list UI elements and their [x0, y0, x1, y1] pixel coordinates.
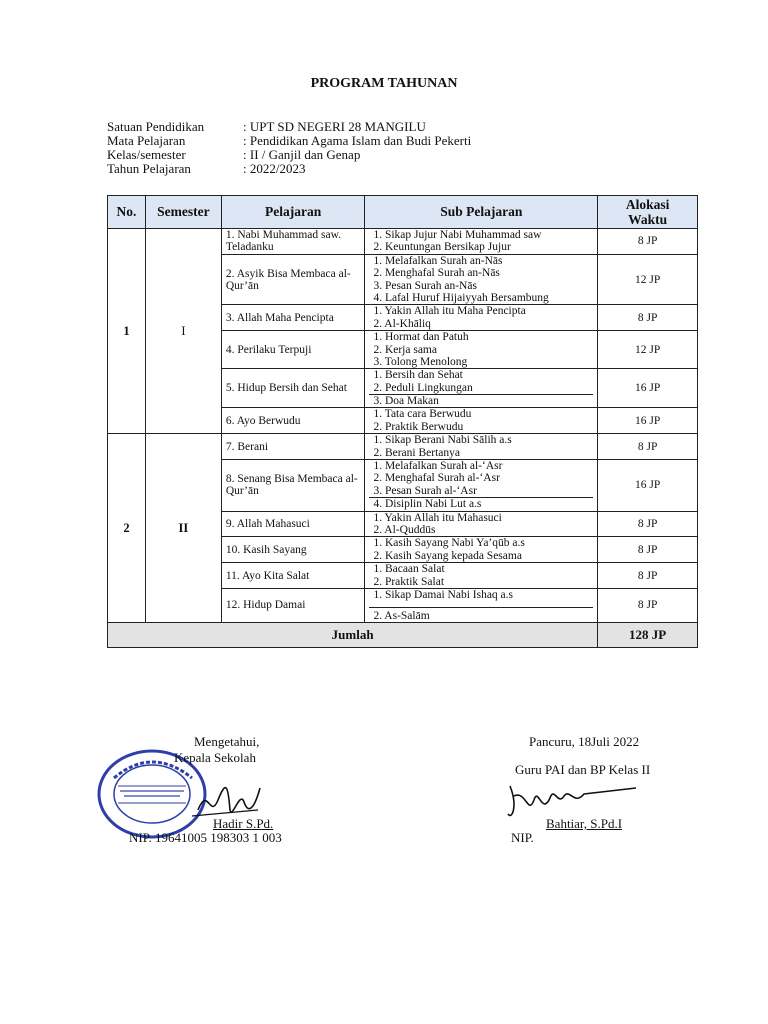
sub-lesson-item: 2. Al-Quddūs	[373, 523, 436, 536]
allocation-cell: 12 JP	[598, 331, 698, 369]
info-value: : 2022/2023	[243, 161, 306, 176]
sub-lesson-cell	[365, 588, 598, 622]
program-table	[107, 195, 698, 648]
sub-lesson-cell	[365, 537, 598, 563]
allocation-cell: 8 JP	[598, 563, 698, 589]
lesson-cell: 1. Nabi Muhammad saw. Teladanku	[221, 229, 365, 255]
info-value: : II / Ganjil dan Genap	[243, 147, 361, 162]
lesson-cell: 3. Allah Maha Pencipta	[221, 305, 365, 331]
info-row-kelas	[107, 148, 471, 162]
sub-lesson-item: 3. Doa Makan	[369, 394, 593, 407]
headmaster-nip: NIP. 19641005 198303 1 003	[129, 830, 282, 845]
place-date: Pancuru, 18Juli 2022	[529, 734, 640, 749]
left-signature-block	[174, 734, 294, 766]
sub-lesson-item: 2. Kerja sama	[373, 343, 437, 356]
info-label: Mata Pelajaran	[107, 133, 186, 148]
sub-lesson-cell	[365, 563, 598, 589]
lesson-cell: 11. Ayo Kita Salat	[221, 563, 365, 589]
sub-lesson-item: 1. Hormat dan Patuh	[373, 331, 469, 344]
lesson-cell: 6. Ayo Berwudu	[221, 408, 365, 434]
lesson-cell: 4. Perilaku Terpuji	[221, 331, 365, 369]
sub-lesson-item: 1. Melafalkan Surah al-‘Asr	[373, 460, 503, 473]
sub-lesson-item: 2. Keuntungan Bersikap Jujur	[373, 241, 511, 254]
allocation-cell: 16 JP	[598, 369, 698, 408]
sub-lesson-item: 1. Kasih Sayang Nabi Ya’qūb a.s	[373, 537, 525, 550]
sub-lesson-item: 1. Sikap Jujur Nabi Muhammad saw	[373, 229, 542, 241]
sub-lesson-item: 1. Yakin Allah itu Mahasuci	[373, 511, 502, 524]
lesson-cell: 2. Asyik Bisa Membaca al-Qur’ān	[221, 254, 365, 305]
sub-lesson-item: 3. Tolong Menolong	[373, 355, 468, 368]
teacher-nip: NIP.	[511, 830, 534, 845]
sub-lesson-item: 4. Disiplin Nabi Lut a.s	[369, 497, 593, 510]
sub-lesson-item: 2. Praktik Salat	[373, 575, 445, 588]
total-value: 128 JP	[598, 622, 698, 647]
allocation-cell: 8 JP	[598, 537, 698, 563]
info-row-satuan	[107, 120, 471, 134]
header-pelajaran: Pelajaran	[221, 196, 365, 229]
lesson-cell: 10. Kasih Sayang	[221, 537, 365, 563]
sub-lesson-item: 1. Yakin Allah itu Maha Pencipta	[373, 305, 526, 318]
sub-lesson-item: 2. Menghafal Surah al-‘Asr	[373, 472, 500, 485]
info-value: : Pendidikan Agama Islam dan Budi Pekerti	[243, 133, 472, 148]
info-label: Kelas/semester	[107, 147, 186, 162]
teacher-name: Bahtiar, S.Pd.I	[546, 816, 623, 831]
header-alokasi: Alokasi Waktu	[598, 196, 698, 229]
info-value: : UPT SD NEGERI 28 MANGILU	[243, 119, 426, 134]
info-label: Satuan Pendidikan	[107, 119, 205, 134]
sub-lesson-cell	[365, 408, 598, 434]
group-no: 2	[108, 434, 146, 623]
sub-lesson-item: 3. Pesan Surah an-Nās	[373, 279, 477, 292]
sub-lesson-item: 2. As-Salām	[369, 607, 593, 622]
allocation-cell: 12 JP	[598, 254, 698, 305]
allocation-cell: 8 JP	[598, 434, 698, 460]
lesson-cell: 8. Senang Bisa Membaca al-Qur’ān	[221, 460, 365, 512]
allocation-cell: 16 JP	[598, 460, 698, 512]
sub-lesson-item: 2. Praktik Berwudu	[373, 420, 464, 433]
document-title: PROGRAM TAHUNAN	[310, 76, 458, 91]
table-row	[108, 434, 698, 460]
allocation-cell: 8 JP	[598, 588, 698, 622]
lesson-cell: 12. Hidup Damai	[221, 588, 365, 622]
sub-lesson-item: 2. Peduli Lingkungan	[373, 381, 473, 394]
sub-lesson-item: 2. Berani Bertanya	[373, 446, 460, 459]
group-no: 1	[108, 229, 146, 434]
sub-lesson-item: 2. Al-Khāliq	[373, 317, 431, 330]
sub-lesson-item: 3. Pesan Surah al-‘Asr	[373, 484, 477, 497]
lesson-cell: 5. Hidup Bersih dan Sehat	[221, 369, 365, 408]
sub-lesson-cell	[365, 434, 598, 460]
allocation-cell: 16 JP	[598, 408, 698, 434]
allocation-cell: 8 JP	[598, 229, 698, 255]
sub-lesson-item: 1. Sikap Damai Nabi Ishaq a.s	[373, 588, 514, 601]
header-sub-pelajaran: Sub Pelajaran	[365, 196, 598, 229]
acknowledged-label: Mengetahui,	[194, 734, 260, 749]
header-semester: Semester	[145, 196, 221, 229]
sub-lesson-item: 2. Menghafal Surah an-Nās	[373, 267, 500, 280]
sub-lesson-cell	[365, 229, 598, 255]
sub-lesson-cell	[365, 305, 598, 331]
allocation-cell: 8 JP	[598, 511, 698, 537]
lesson-cell: 7. Berani	[221, 434, 365, 460]
group-semester: II	[145, 434, 221, 623]
lesson-cell: 9. Allah Mahasuci	[221, 511, 365, 537]
table-row	[108, 229, 698, 255]
group-semester: I	[145, 229, 221, 434]
sub-lesson-item: 1. Tata cara Berwudu	[373, 408, 472, 421]
headmaster-name: Hadir S.Pd.	[213, 816, 274, 831]
sub-lesson-item: 4. Lafal Huruf Hijaiyyah Bersambung	[373, 291, 549, 304]
allocation-cell: 8 JP	[598, 305, 698, 331]
info-row-mapel	[107, 134, 471, 148]
total-label: Jumlah	[108, 622, 598, 647]
sub-lesson-cell	[365, 254, 598, 305]
table-header-row	[108, 196, 698, 229]
teacher-title: Guru PAI dan BP Kelas II	[515, 762, 651, 777]
total-row	[108, 622, 698, 647]
sub-lesson-item: 1. Bacaan Salat	[373, 563, 445, 576]
info-label: Tahun Pelajaran	[107, 161, 191, 176]
info-row-tahun	[107, 162, 471, 176]
sub-lesson-cell	[365, 460, 598, 512]
headmaster-title: Kepala Sekolah	[174, 750, 256, 765]
sub-lesson-item: 1. Bersih dan Sehat	[373, 369, 463, 382]
sub-lesson-item: 1. Sikap Berani Nabi Sālih a.s	[373, 434, 512, 447]
sub-lesson-cell	[365, 331, 598, 369]
sub-lesson-cell	[365, 369, 598, 408]
sub-lesson-item: 2. Kasih Sayang kepada Sesama	[373, 549, 522, 562]
sub-lesson-item: 1. Melafalkan Surah an-Nās	[373, 254, 503, 267]
sub-lesson-cell	[365, 511, 598, 537]
document-info	[107, 120, 471, 176]
header-no: No.	[108, 196, 146, 229]
